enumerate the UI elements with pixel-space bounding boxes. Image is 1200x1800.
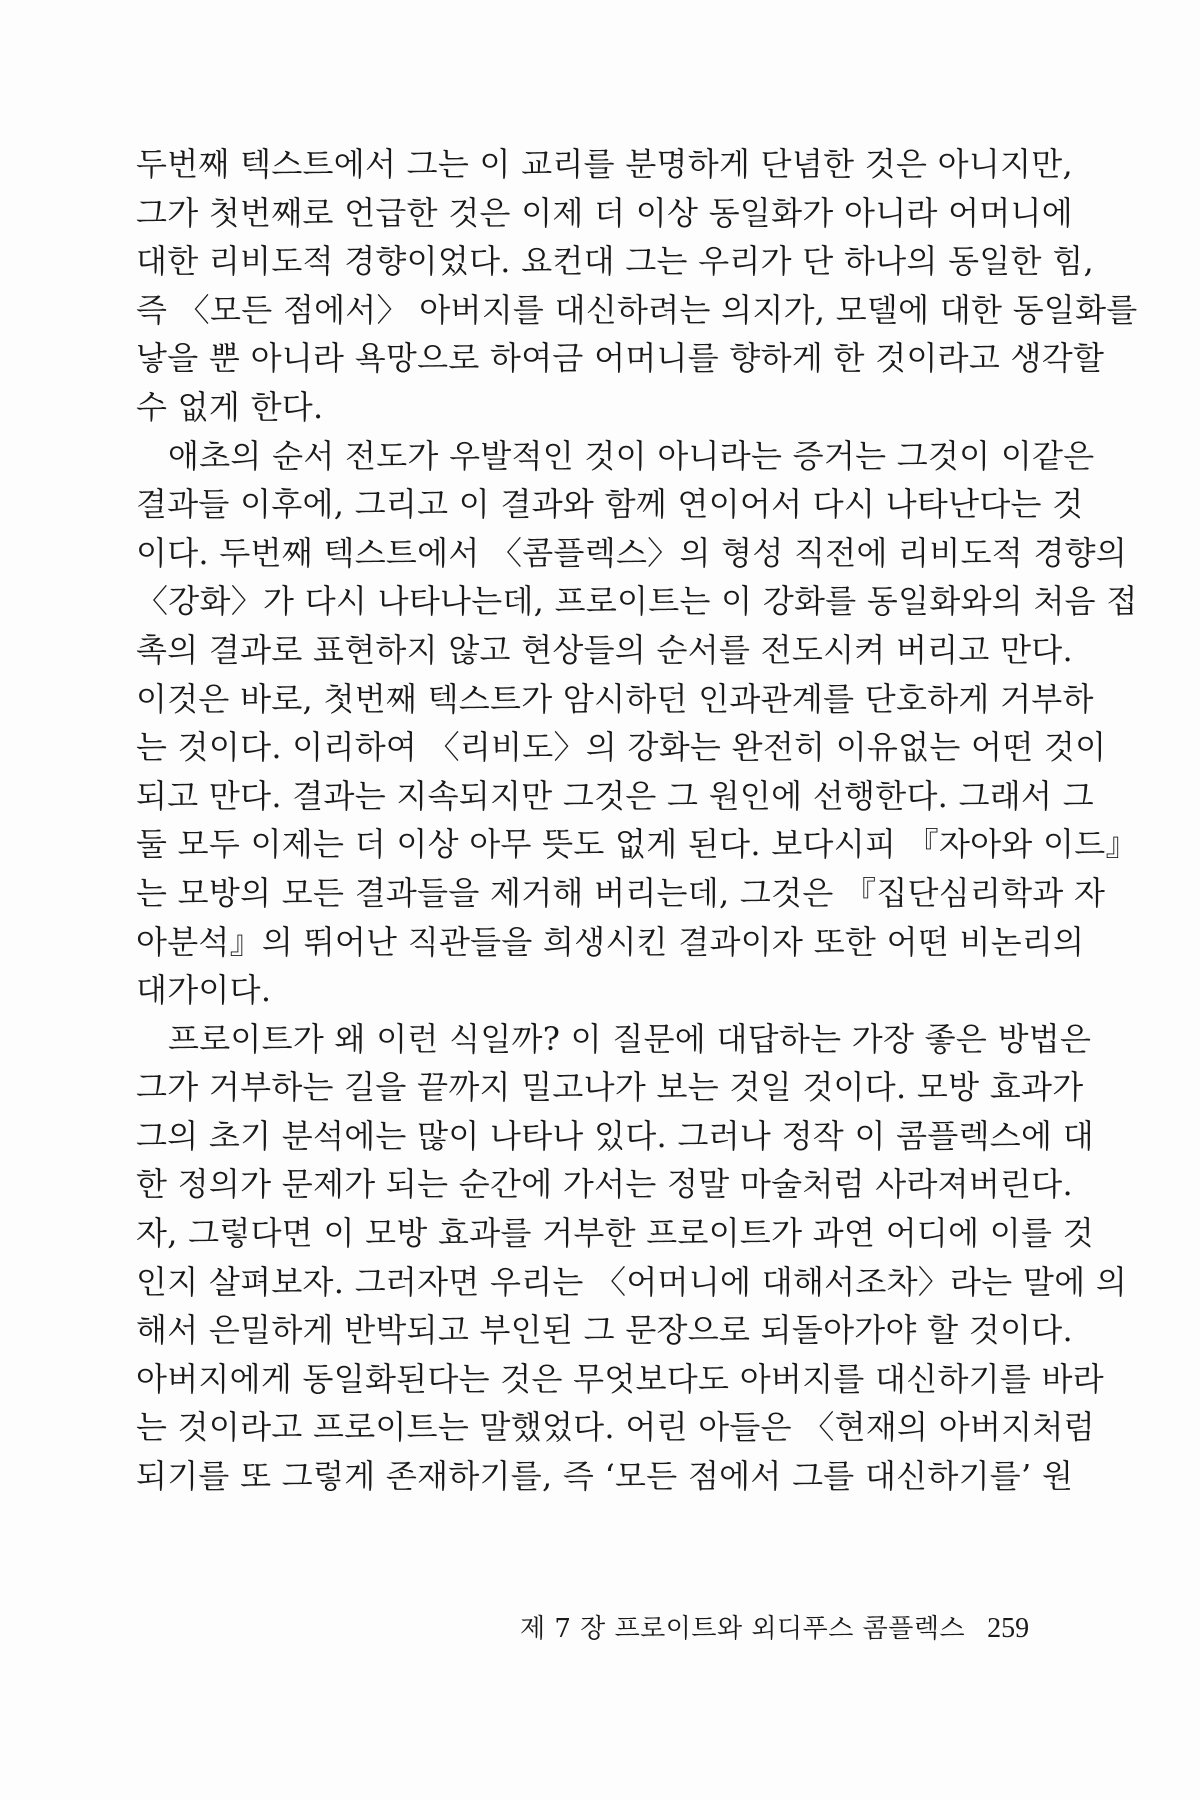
- text-line: 는 것이라고 프로이트는 말했었다. 어린 아들은 〈현재의 아버지처럼: [136, 1408, 1095, 1447]
- text-line: 대한 리비도적 경향이었다. 요컨대 그는 우리가 단 하나의 동일한 힘,: [136, 242, 1094, 281]
- text-line: 결과들 이후에, 그리고 이 결과와 함께 연이어서 다시 나타난다는 것: [136, 485, 1084, 524]
- text-line: 되기를 또 그렇게 존재하기를, 즉 ‘모든 점에서 그를 대신하기를’ 원: [136, 1457, 1074, 1496]
- text-line: 그가 첫번째로 언급한 것은 이제 더 이상 동일화가 아니라 어머니에: [136, 193, 1073, 232]
- text-line: 되고 만다. 결과는 지속되지만 그것은 그 원인에 선행한다. 그래서 그: [136, 776, 1094, 815]
- body-text: [136, 140, 1138, 1501]
- text-line: 수 없게 한다.: [136, 387, 324, 426]
- text-line: 이것은 바로, 첫번째 텍스트가 암시하던 인과관계를 단호하게 거부하: [136, 679, 1094, 718]
- text-line: 한 정의가 문제가 되는 순간에 가서는 정말 마술처럼 사라져버린다.: [136, 1165, 1073, 1204]
- text-line: 그의 초기 분석에는 많이 나타나 있다. 그러나 정작 이 콤플렉스에 대: [136, 1116, 1094, 1155]
- text-line: 아버지에게 동일화된다는 것은 무엇보다도 아버지를 대신하기를 바라: [136, 1359, 1104, 1398]
- text-line: 자, 그렇다면 이 모방 효과를 거부한 프로이트가 과연 어디에 이를 것: [136, 1214, 1094, 1253]
- text-line: 해서 은밀하게 반박되고 부인된 그 문장으로 되돌아가야 할 것이다.: [136, 1311, 1073, 1350]
- running-footer: [520, 1608, 1029, 1645]
- text-line: 둘 모두 이제는 더 이상 아무 뜻도 없게 된다. 보다시피 『자아와 이드』: [136, 825, 1138, 864]
- text-line: 그가 거부하는 길을 끝까지 밀고나가 보는 것일 것이다. 모방 효과가: [136, 1068, 1084, 1107]
- text-line: 는 것이다. 이리하여 〈리비도〉의 강화는 완전히 이유없는 어떤 것이: [136, 728, 1107, 767]
- text-line: 두번째 텍스트에서 그는 이 교리를 분명하게 단념한 것은 아니지만,: [136, 145, 1073, 183]
- page-number: 259: [987, 1613, 1030, 1644]
- chapter-title: 제 7 장 프로이트와 외디푸스 콤플렉스: [520, 1614, 966, 1644]
- text-line: 인지 살펴보자. 그러자면 우리는 〈어머니에 대해서조차〉라는 말에 의: [136, 1262, 1128, 1301]
- text-line: 촉의 결과로 표현하지 않고 현상들의 순서를 전도시켜 버리고 만다.: [136, 630, 1073, 669]
- text-line: 프로이트가 왜 이런 식일까? 이 질문에 대답하는 가장 좋은 방법은: [168, 1019, 1092, 1058]
- text-line: 낳을 뿐 아니라 욕망으로 하여금 어머니를 향하게 한 것이라고 생각할: [136, 339, 1105, 378]
- text-line: 아분석』의 뛰어난 직관들을 희생시킨 결과이자 또한 어떤 비논리의: [136, 922, 1085, 961]
- text-line: 는 모방의 모든 결과들을 제거해 버리는데, 그것은 『집단심리학과 자: [136, 873, 1106, 912]
- text-line: 애초의 순서 전도가 우발적인 것이 아니라는 증거는 그것이 이같은: [168, 436, 1095, 475]
- text-line: 이다. 두번째 텍스트에서 〈콤플렉스〉의 형성 직전에 리비도적 경향의: [136, 533, 1128, 572]
- text-line: 즉 〈모든 점에서〉 아버지를 대신하려는 의지가, 모델에 대한 동일화를: [136, 290, 1138, 329]
- text-line: 〈강화〉가 다시 나타나는데, 프로이트는 이 강화를 동일화와의 처음 접: [136, 582, 1138, 621]
- text-line: 대가이다.: [136, 971, 272, 1010]
